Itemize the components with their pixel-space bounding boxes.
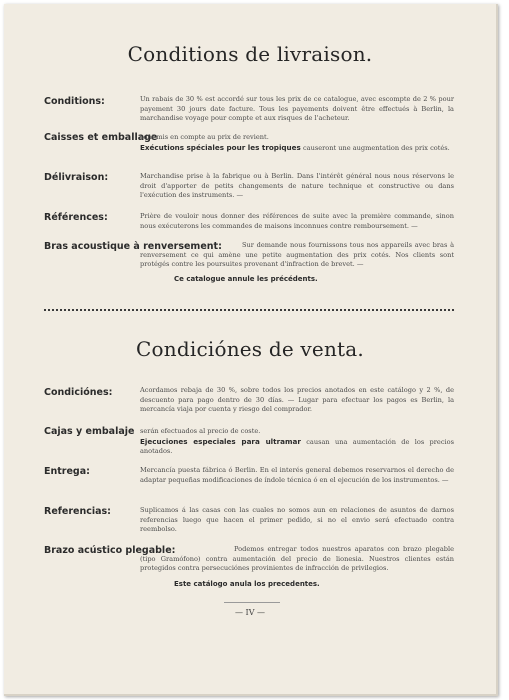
text-references: Prière de vouloir nous donner des références de suite avec la première commande, sinon nous exécuterons les commandes de maisons inconnues contre remboursement. — <box>140 212 454 230</box>
text-delivraison: Marchandise prise à la fabrique ou à Berlin. Dans l'intérêt général nous nous réservons le droit d'apporter de petits changements de nature technique et constructive ou dans l'exécution des instruments. — <box>140 172 454 200</box>
text-cajas-lead: Ejecuciones especiales para ultramar <box>140 436 301 446</box>
page-number-rule <box>224 602 280 603</box>
text-caisses-emballage <box>140 133 454 153</box>
text-cajas-embalaje <box>140 427 454 457</box>
term-caisses-emballage: Caisses et emballage <box>44 132 158 143</box>
text-brazo-acustico: Podemos entregar todos nuestros aparatos con brazo plegable (tipo Gramófono) contra aumentación del precio de lionesia. Nuestros clientes están protegidos contra persecuciónes provinientes de infracción de privilegios. <box>140 545 454 573</box>
term-referencias: Referencias: <box>44 506 111 517</box>
text-cajas-a: serán efectuados al precio de coste. <box>140 427 261 435</box>
text-conditions: Un rabais de 30 % est accordé sur tous les prix de ce catalogue, avec escompte de 2 % pour payement 30 jours date facture. Tous les payements doivent être effectués à Berlin, la marchandise voyage pour compte et aux risques de l'acheteur. <box>140 95 454 123</box>
text-caisses-a: sont mis en compte au prix de revient. <box>140 133 269 141</box>
section-divider <box>44 309 454 311</box>
term-condiciones: Condiciónes: <box>44 387 113 398</box>
text-caisses-lead: Exécutions spéciales pour les tropiques <box>140 142 301 152</box>
term-conditions: Conditions: <box>44 96 105 107</box>
term-cajas-embalaje: Cajas y embalaje <box>44 426 135 437</box>
term-bras-acoustique: Bras acoustique à renversement: <box>44 241 222 252</box>
term-references: Références: <box>44 212 108 223</box>
text-referencias: Suplicamos á las casas con las cuales no somos aun en relaciones de asuntos de darnos referencias luego que hacen el primer pedido, si no el envio será efectuado contra reembolso. <box>140 506 454 534</box>
page-number: — IV — <box>234 608 266 617</box>
text-entrega: Mercancía puesta fábrica ó Berlin. En el interés general debemos reservarnos el derecho de adaptar pequeñas modificaciones de índole técnica ó en el ejecución de los instrumentos. — <box>140 466 454 484</box>
catalogue-page <box>4 4 498 696</box>
term-entrega: Entrega: <box>44 466 90 477</box>
text-condiciones: Acordamos rebaja de 30 %, sobre todos los precios anotados en este catálogo y 2 %, de descuento para pago dentro de 30 días. — Lugar para efectuar los pagos es Berlin, la mercancía viaja por cuenta y riesgo del comprador. <box>140 386 454 414</box>
term-delivraison: Délivraison: <box>44 172 109 183</box>
text-bras-acoustique: Sur demande nous fournissons tous nos appareils avec bras à renversement ce qui amène une petite augmentation des prix cotés. Nos clients sont protégés contre les poursuites provenant d'infraction de brevet. — <box>140 241 454 269</box>
text-caisses-b: causeront une augmentation des prix cotés. <box>302 143 450 152</box>
term-brazo-acustico: Brazo acústico plegable: <box>44 545 176 556</box>
section-title-fr: Conditions de livraison. <box>127 42 373 66</box>
text-cajas-b: causan una aumentación de los precios anotados. <box>140 437 454 456</box>
closing-note-es: Este catálogo anula los precedentes. <box>174 580 320 588</box>
closing-note-fr: Ce catalogue annule les précédents. <box>174 275 318 283</box>
section-title-es: Condiciónes de venta. <box>136 337 364 361</box>
